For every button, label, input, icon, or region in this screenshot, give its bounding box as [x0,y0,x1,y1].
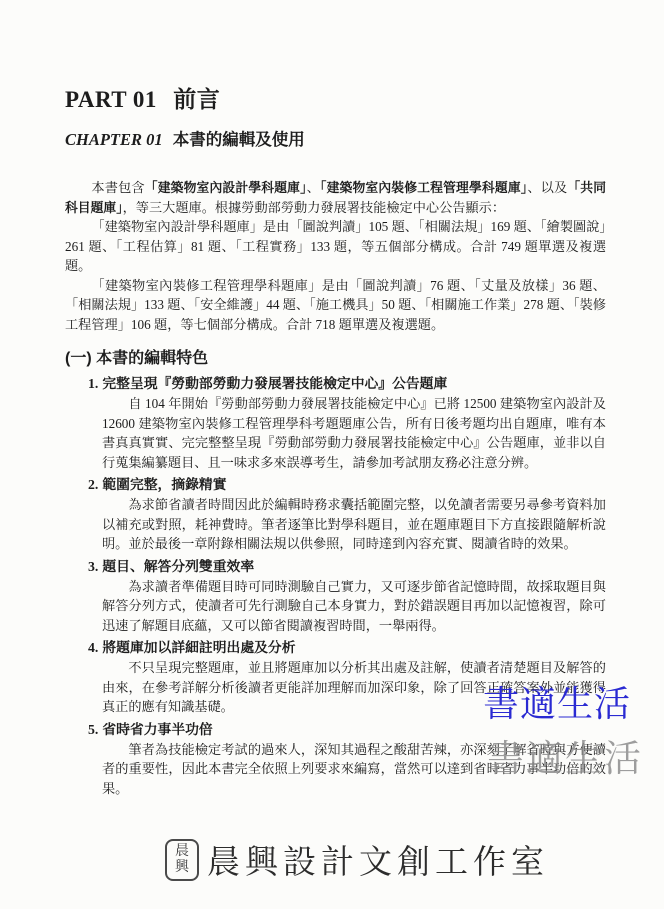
feature-item-4-body: 不只呈現完整題庫，並且將題庫加以分析其出處及註解，使讀者清楚題目及解答的由來，在參考詳解分析後讀者更能詳加理解而加深印象，除了回答正確答案外並能獲得真正的應有知識基礎。 [102,660,606,714]
watermark-gray: 書適生活 [487,738,643,779]
feature-item-2 [88,475,606,554]
feature-item-5-body: 筆者為技能檢定考試的過來人，深知其過程之酸甜苦辣，亦深刻了解省時與方便讀者的重要性，因此本書完全依照上列要求來編寫，當然可以達到省時省力事半功倍的效果。 [102,741,606,796]
intro-p1-regular-1: 本書包含 [91,180,145,195]
intro-p1-bold-1: 「建築物室內設計學科題庫」 [144,180,307,195]
feature-item-4 [88,638,606,717]
chapter-title-number: CHAPTER 01 [65,130,163,149]
section-heading: (一) 本書的編輯特色 [65,350,209,367]
intro-p1-regular-3: 、以及 [527,180,568,195]
feature-item-5-number: 5. [88,721,99,737]
intro-p1-regular-4: ，等三大題庫。根據勞動部勞動力發展署技能檢定中心公告顯示： [122,199,506,215]
chapter-title [65,130,606,150]
feature-item-4-number: 4. [88,640,99,655]
intro-paragraph-1 [65,178,606,217]
intro-p1-regular-2: 、 [306,180,321,195]
part-title-number: PART 01 [65,87,157,112]
intro-paragraph-3: 「建築物室內裝修工程管理學科題庫」是由「圖說判讀」76 題、「丈量及放樣」36 題、「相關法規」133 題、「安全維護」44 題、「施工機具」50 題、「相關施工作業」278 題、「裝修工程管理」106 題，等七個部分構成。合計 718 題單選及複選題。 [65,277,606,332]
intro-p1-bold-2: 「建築物室內裝修工程管理學科題庫」 [320,180,528,195]
feature-item-3 [88,557,606,636]
feature-item-3-number: 3. [88,558,99,574]
part-title [65,86,606,113]
feature-item-2-title [88,475,606,495]
feature-item-1 [88,374,606,472]
feature-item-5-title [88,720,606,740]
feature-item-1-title [88,374,606,394]
feature-item-3-title-text: 題目、解答分列雙重效率 [102,558,255,574]
feature-item-4-title-text: 將題庫加以詳細註明出處及分析 [102,640,296,655]
seal-char-bottom: 興 [175,859,189,875]
intro-paragraph-2: 「建築物室內設計學科題庫」是由「圖說判讀」105 題、「相關法規」169 題、「繪製圖說」261 題、「工程估算」81 題、「工程實務」133 題，等五個部分構成。合計 749 題單選及複選題。 [65,219,606,273]
feature-item-3-body: 為求讀者準備題目時可同時測驗自己實力，又可逐步節省記憶時間，故採取題目與解答分列方式，使讀者可先行測驗自己本身實力，對於錯誤題目再加以記憶複習，除可迅速了解題目底蘊，又可以節省閱讀複習時間，一舉兩得。 [102,578,606,633]
feature-list [88,374,606,798]
intro-p1-bold-3: 「共同科目題庫」 [65,180,607,215]
feature-item-3-title [88,557,606,577]
intro-paragraphs [65,178,606,334]
watermark-blue: 書適生活 [483,683,632,724]
feature-item-5-title-text: 省時省力事半功倍 [102,721,213,737]
feature-item-1-title-text: 完整呈現『勞動部勞動力發展署技能檢定中心』公告題庫 [102,376,448,391]
feature-item-1-number: 1. [88,376,99,391]
chapter-title-text: 本書的編輯及使用 [172,131,305,149]
part-title-text: 前言 [173,86,221,112]
publisher-name: 晨興設計文創工作室 [207,845,549,881]
feature-item-2-body: 為求節省讀者時間因此於編輯時務求囊括範圍完整，以免讀者需要另尋參考資料加以補充或對照，耗神費時。筆者逐筆比對學科題目，並在題庫題目下方直接跟隨解析說明。並於最後一章附錄相關法規以供參照，同時達到內容充實、閱讀省時的效果。 [102,497,606,551]
publisher-seal-icon [165,839,199,881]
publisher-logo [165,836,549,883]
feature-item-2-number: 2. [88,477,99,492]
feature-item-1-body: 自 104 年開始『勞動部勞動力發展署技能檢定中心』已將 12500 建築物室內設計及 12600 建築物室內裝修工程管理學科考題題庫公告，所有日後考題均出自題庫，唯有本書真真實實、完完整整呈現『勞動部勞動力發展署技能檢定中心』公告題庫，並非以自行蒐集編纂題目、且一味求多來誤導考生，請參加考試朋友務必注意分辨。 [102,396,606,470]
seal-char-top: 晨 [175,844,189,860]
feature-item-2-title-text: 範圍完整，摘錄精實 [102,477,227,492]
feature-item-4-title [88,638,606,658]
feature-item-5 [88,720,606,799]
